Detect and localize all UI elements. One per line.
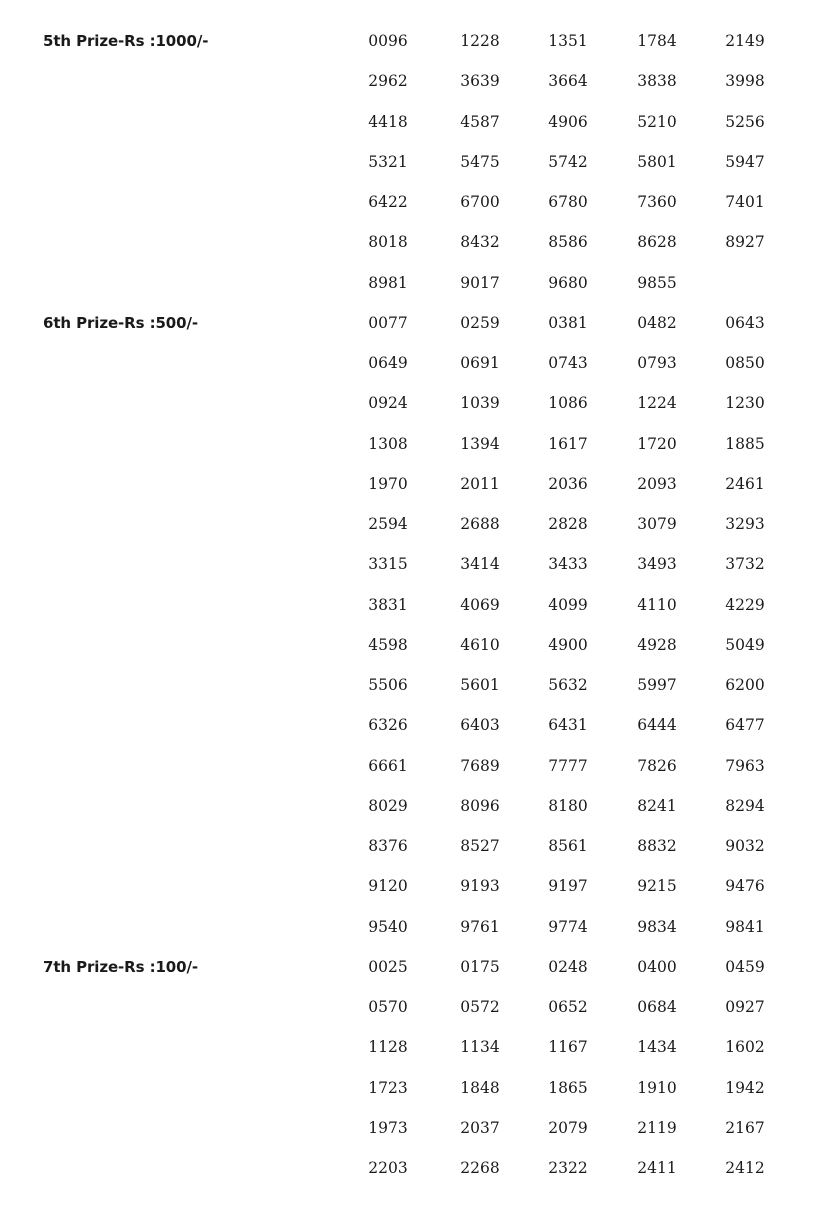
winning-number: 0077: [368, 313, 408, 332]
winning-number: 2093: [637, 474, 677, 493]
winning-number: 4928: [637, 635, 677, 654]
winning-number: 3414: [460, 555, 500, 574]
winning-number: 6661: [368, 756, 408, 775]
winning-number: 5256: [725, 112, 765, 131]
winning-number: 1230: [725, 394, 765, 413]
winning-number: 7826: [637, 756, 677, 775]
number-row: [0, 987, 817, 1027]
winning-number: 3493: [637, 555, 677, 574]
results-sheet: [0, 21, 817, 1188]
winning-number: 0649: [368, 354, 408, 372]
prize-label: 6th Prize-Rs :500/-: [43, 313, 198, 332]
winning-number: 6477: [725, 716, 765, 735]
winning-number: 3315: [368, 555, 408, 574]
winning-number: 4229: [725, 595, 765, 614]
winning-number: 2962: [368, 72, 408, 91]
winning-number: 3293: [725, 515, 765, 533]
winning-number: 2268: [460, 1159, 500, 1177]
prize-label: 5th Prize-Rs :1000/-: [43, 32, 209, 50]
winning-number: 0259: [460, 313, 500, 332]
winning-number: 0924: [368, 394, 408, 413]
number-row: [0, 746, 817, 786]
winning-number: 5801: [637, 152, 677, 171]
winning-number: 2119: [637, 1118, 677, 1137]
winning-number: 0381: [548, 313, 588, 332]
winning-number: 1134: [460, 1038, 500, 1057]
winning-number: 2322: [548, 1159, 588, 1177]
winning-number: 8096: [460, 796, 500, 815]
winning-number: 8018: [368, 233, 408, 252]
winning-number: 6700: [460, 193, 500, 211]
winning-number: 2037: [460, 1118, 500, 1137]
winning-number: 1720: [637, 434, 677, 453]
winning-number: 7689: [460, 756, 500, 775]
number-row: [0, 303, 817, 343]
winning-number: 8241: [637, 796, 677, 815]
winning-number: 3831: [368, 595, 408, 614]
number-row: [0, 21, 817, 61]
winning-number: 5506: [368, 676, 408, 694]
number-row: [0, 1108, 817, 1148]
winning-number: 1351: [548, 32, 588, 50]
number-row: [0, 222, 817, 262]
winning-number: 5049: [725, 635, 765, 654]
winning-number: 0175: [460, 957, 500, 976]
winning-number: 9761: [460, 917, 500, 936]
winning-number: 9193: [460, 877, 500, 896]
winning-number: 2149: [725, 32, 765, 50]
number-row: [0, 343, 817, 383]
winning-number: 4069: [460, 595, 500, 614]
number-row: [0, 826, 817, 866]
winning-number: 4110: [637, 595, 677, 614]
winning-number: 3838: [637, 72, 677, 91]
winning-number: 2011: [460, 474, 500, 493]
winning-number: 3998: [725, 72, 765, 91]
number-row: [0, 665, 817, 705]
winning-number: 5475: [460, 152, 500, 171]
winning-number: 2036: [548, 474, 588, 493]
winning-number: 2594: [368, 515, 408, 533]
winning-number: 4598: [368, 635, 408, 654]
number-row: [0, 383, 817, 423]
number-row: [0, 182, 817, 222]
number-row: [0, 1068, 817, 1108]
winning-number: 9120: [368, 877, 408, 896]
winning-number: 5947: [725, 152, 765, 171]
winning-number: 9855: [637, 273, 677, 292]
winning-number: 2079: [548, 1118, 588, 1137]
winning-number: 2203: [368, 1159, 408, 1177]
winning-number: 5210: [637, 112, 677, 131]
winning-number: 6326: [368, 716, 408, 735]
winning-number: 6431: [548, 716, 588, 735]
winning-number: 9540: [368, 917, 408, 936]
winning-number: 1942: [725, 1078, 765, 1097]
winning-number: 8586: [548, 233, 588, 252]
winning-number: 8376: [368, 837, 408, 855]
winning-number: 4099: [548, 595, 588, 614]
winning-number: 1865: [548, 1078, 588, 1097]
winning-number: 8294: [725, 796, 765, 815]
winning-number: 6403: [460, 716, 500, 735]
winning-number: 1970: [368, 474, 408, 493]
winning-number: 7777: [548, 756, 588, 775]
winning-number: 1723: [368, 1078, 408, 1097]
winning-number: 5742: [548, 152, 588, 171]
winning-number: 4418: [368, 112, 408, 131]
winning-number: 0025: [368, 957, 408, 976]
winning-number: 0572: [460, 998, 500, 1016]
number-row: [0, 544, 817, 584]
winning-number: 6200: [725, 676, 765, 694]
winning-number: 1848: [460, 1078, 500, 1097]
winning-number: 3732: [725, 555, 765, 574]
winning-number: 9032: [725, 837, 765, 855]
winning-number: 1086: [548, 394, 588, 413]
winning-number: 0400: [637, 957, 677, 976]
winning-number: 8981: [368, 273, 408, 292]
winning-number: 0482: [637, 313, 677, 332]
winning-number: 6444: [637, 716, 677, 735]
winning-number: 1617: [548, 434, 588, 453]
winning-number: 1394: [460, 434, 500, 453]
winning-number: 2412: [725, 1159, 765, 1177]
number-row: [0, 61, 817, 101]
winning-number: 9017: [460, 273, 500, 292]
winning-number: 7963: [725, 756, 765, 775]
number-row: [0, 705, 817, 745]
winning-number: 8927: [725, 233, 765, 252]
winning-number: 9680: [548, 273, 588, 292]
winning-number: 3433: [548, 555, 588, 574]
number-row: [0, 866, 817, 906]
number-row: [0, 1027, 817, 1067]
winning-number: 0643: [725, 313, 765, 332]
winning-number: 0793: [637, 354, 677, 372]
number-row: [0, 947, 817, 987]
winning-number: 4900: [548, 635, 588, 654]
winning-number: 8527: [460, 837, 500, 855]
number-row: [0, 504, 817, 544]
winning-number: 2411: [637, 1159, 677, 1177]
winning-number: 3079: [637, 515, 677, 533]
winning-number: 1167: [548, 1038, 588, 1057]
winning-number: 0691: [460, 354, 500, 372]
winning-number: 4587: [460, 112, 500, 131]
winning-number: 0743: [548, 354, 588, 372]
number-row: [0, 424, 817, 464]
winning-number: 2461: [725, 474, 765, 493]
winning-number: 1784: [637, 32, 677, 50]
winning-number: 3639: [460, 72, 500, 91]
winning-number: 2167: [725, 1118, 765, 1137]
winning-number: 2828: [548, 515, 588, 533]
winning-number: 0684: [637, 998, 677, 1016]
winning-number: 0850: [725, 354, 765, 372]
winning-number: 7360: [637, 193, 677, 211]
winning-number: 5997: [637, 676, 677, 694]
winning-number: 0459: [725, 957, 765, 976]
winning-number: 9834: [637, 917, 677, 936]
winning-number: 0248: [548, 957, 588, 976]
winning-number: 8832: [637, 837, 677, 855]
winning-number: 9197: [548, 877, 588, 896]
winning-number: 1128: [368, 1038, 408, 1057]
winning-number: 9215: [637, 877, 677, 896]
number-row: [0, 625, 817, 665]
winning-number: 6780: [548, 193, 588, 211]
winning-number: 6422: [368, 193, 408, 211]
winning-number: 1039: [460, 394, 500, 413]
winning-number: 0652: [548, 998, 588, 1016]
winning-number: 8180: [548, 796, 588, 815]
number-row: [0, 1148, 817, 1188]
winning-number: 1434: [637, 1038, 677, 1057]
winning-number: 4610: [460, 635, 500, 654]
number-row: [0, 142, 817, 182]
winning-number: 9476: [725, 877, 765, 896]
winning-number: 1224: [637, 394, 677, 413]
winning-number: 5321: [368, 152, 408, 171]
prize-label: 7th Prize-Rs :100/-: [43, 957, 198, 976]
number-row: [0, 786, 817, 826]
winning-number: 3664: [548, 72, 588, 91]
winning-number: 1973: [368, 1118, 408, 1137]
number-row: [0, 907, 817, 947]
winning-number: 8432: [460, 233, 500, 252]
number-row: [0, 585, 817, 625]
winning-number: 4906: [548, 112, 588, 131]
winning-number: 9841: [725, 917, 765, 936]
winning-number: 1910: [637, 1078, 677, 1097]
winning-number: 9774: [548, 917, 588, 936]
winning-number: 8628: [637, 233, 677, 252]
winning-number: 1602: [725, 1038, 765, 1057]
winning-number: 1228: [460, 32, 500, 50]
winning-number: 8029: [368, 796, 408, 815]
winning-number: 5632: [548, 676, 588, 694]
winning-number: 2688: [460, 515, 500, 533]
winning-number: 5601: [460, 676, 500, 694]
winning-number: 1885: [725, 434, 765, 453]
winning-number: 1308: [368, 434, 408, 453]
winning-number: 0570: [368, 998, 408, 1016]
number-row: [0, 263, 817, 303]
winning-number: 8561: [548, 837, 588, 855]
number-row: [0, 102, 817, 142]
number-row: [0, 464, 817, 504]
winning-number: 0927: [725, 998, 765, 1016]
winning-number: 0096: [368, 32, 408, 50]
winning-number: 7401: [725, 193, 765, 211]
